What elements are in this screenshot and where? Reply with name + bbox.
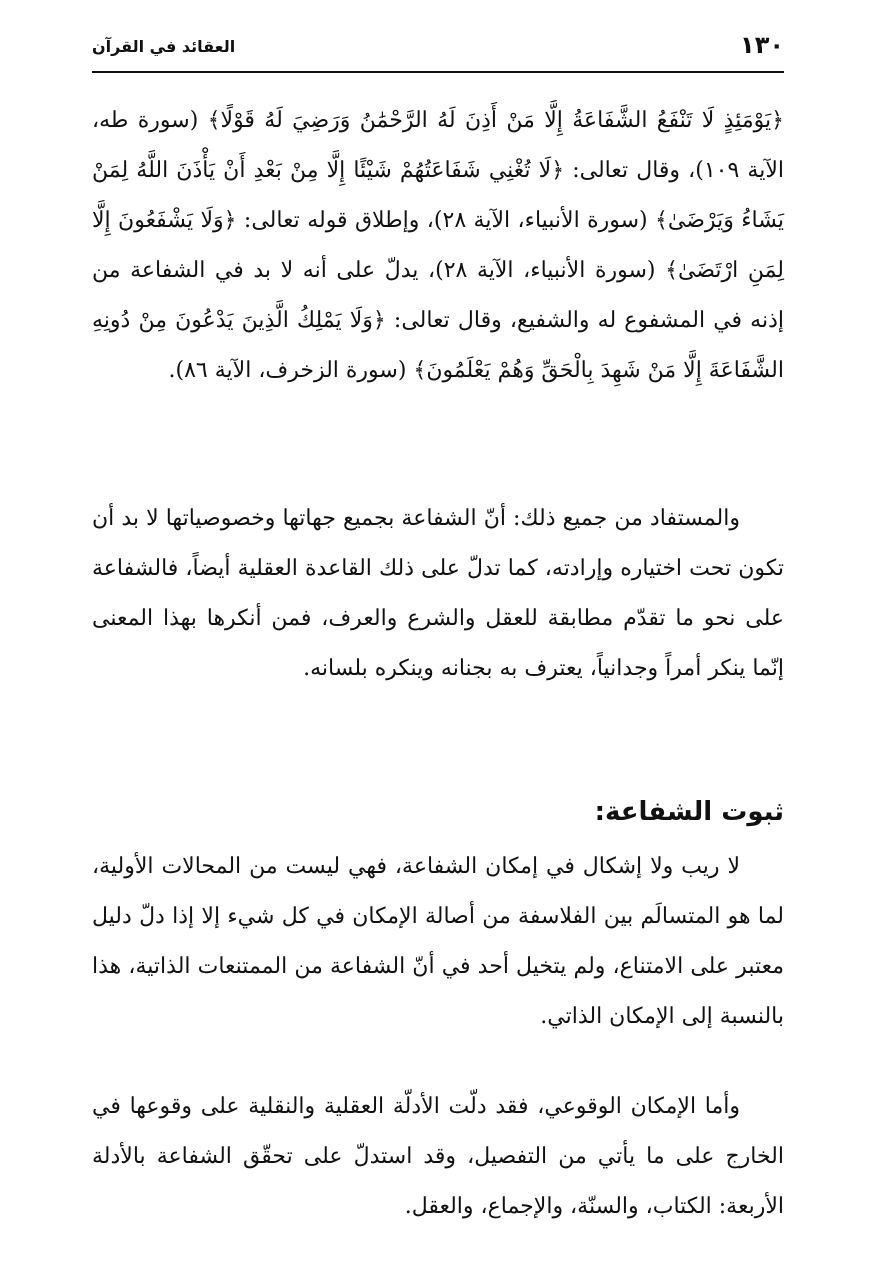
book-title: العقائد في القرآن <box>92 37 236 56</box>
page-number: ١٣٠ <box>740 31 784 59</box>
header-rule <box>92 71 784 73</box>
section-heading: ثبوت الشفاعة: <box>594 797 784 827</box>
paragraph-quranic-verses: ﴿يَوْمَئِذٍ لَا تَنْفَعُ الشَّفَاعَةُ إِلَّا مَنْ أَذِنَ لَهُ الرَّحْمَٰنُ وَرَضِيَ لَهُ قَوْلًا﴾ (سورة طه، الآية ١٠٩)، وقال تعالى: ﴿لَا تُغْنِي شَفَاعَتُهُمْ شَيْئًا إِلَّا مِنْ بَعْدِ أَنْ يَأْذَنَ اللَّهُ لِمَنْ يَشَاءُ وَيَرْضَىٰ﴾ (سورة الأنبياء، الآية ٢٨)، وإطلاق قوله تعالى: ﴿وَلَا يَشْفَعُونَ إِلَّا لِمَنِ ارْتَضَىٰ﴾ (سورة الأنبياء، الآية ٢٨)، يدلّ على أنه لا بد في الشفاعة من إذنه في المشفوع له والشفيع، وقال تعالى: ﴿وَلَا يَمْلِكُ الَّذِينَ يَدْعُونَ مِنْ دُونِهِ الشَّفَاعَةَ إِلَّا مَنْ شَهِدَ بِالْحَقِّ وَهُمْ يَعْلَمُونَ﴾ (سورة الزخرف، الآية ٨٦). <box>92 108 785 383</box>
page-body <box>92 96 784 1232</box>
paragraph-gap <box>92 456 784 494</box>
paragraph-occurrence: وأما الإمكان الوقوعي، فقد دلّت الأدلّة العقلية والنقلية على وقوعها في الخارج على ما يأتي من التفصيل، وقد استدلّ على تحقّق الشفاعة بالأدلة الأربعة: الكتاب، والسنّة، والإجماع، والعقل. <box>92 1094 784 1219</box>
paragraph-conclusion: والمستفاد من جميع ذلك: أنّ الشفاعة بجميع جهاتها وخصوصياتها لا بد أن تكون تحت اختياره وإرادته، كما تدلّ على ذلك القاعدة العقلية أيضاً، فالشفاعة على نحو ما تقدّم مطابقة للعقل والشرع والعرف، فمن أنكرها بهذا المعنى إنّما ينكر أمراً وجدانياً، يعترف به بجنانه وينكره بلسانه. <box>92 506 784 681</box>
running-header <box>92 28 784 68</box>
paragraph-gap <box>92 744 784 782</box>
paragraph-possibility: لا ريب ولا إشكال في إمكان الشفاعة، فهي ليست من المحالات الأولية، لما هو المتسالَم بين الفلاسفة من أصالة الإمكان في كل شيء إلا إذا دلّ دليل معتبر على الامتناع، ولم يتخيل أحد في أنّ الشفاعة من الممتنعات الذاتية، هذا بالنسبة إلى الإمكان الذاتي. <box>92 854 784 1029</box>
paragraph-gap <box>92 1042 784 1082</box>
